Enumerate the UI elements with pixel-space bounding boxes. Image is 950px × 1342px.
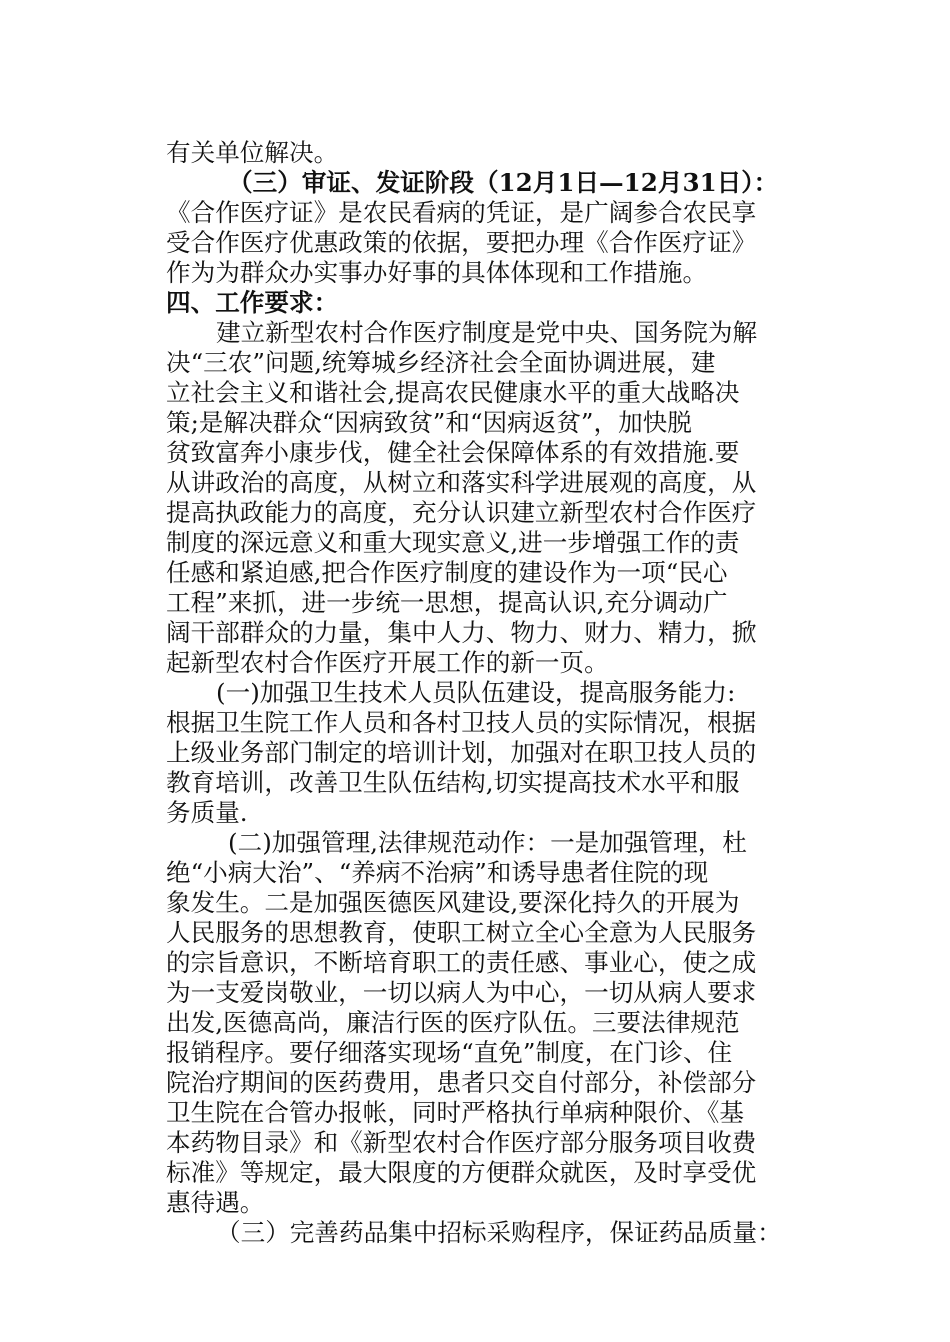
section-heading-review-issue: （三）审证、发证阶段（12月1日—12月31日）： xyxy=(228,168,779,197)
text-line: 建立新型农村合作医疗制度是党中央、国务院为解 xyxy=(216,318,758,347)
text-line: 教育培训，改善卫生队伍结构,切实提高技术水平和服 xyxy=(166,768,740,797)
text-line: 从讲政治的高度，从树立和落实科学进展观的高度，从 xyxy=(166,468,757,497)
text-line: 院治疗期间的医药费用，患者只交自付部分，补偿部分 xyxy=(166,1068,757,1097)
text-line: 出发,医德高尚，廉洁行医的医疗队伍。三要法律规范 xyxy=(166,1008,740,1037)
text-line: 立社会主义和谐社会,提高农民健康水平的重大战略决 xyxy=(166,378,740,407)
text-line: 根据卫生院工作人员和各村卫技人员的实际情况，根据 xyxy=(166,708,757,737)
text-line: 人民服务的思想教育，使职工树立全心全意为人民服务 xyxy=(166,918,757,947)
text-line: 上级业务部门制定的培训计划，加强对在职卫技人员的 xyxy=(166,738,757,767)
text-line: 的宗旨意识，不断培育职工的责任感、事业心，使之成 xyxy=(166,948,757,977)
text-line: 《合作医疗证》是农民看病的凭证，是广阔参合农民享 xyxy=(166,198,757,227)
subsection-heading-1: (一)加强卫生技术人员队伍建设，提高服务能力: xyxy=(216,678,736,707)
text-line: 为一支爱岗敬业，一切以病人为中心，一切从病人要求 xyxy=(166,978,757,1007)
text-line: 制度的深远意义和重大现实意义,进一步增强工作的责 xyxy=(166,528,740,557)
subsection-heading-3: （三）完善药品集中招标采购程序，保证药品质量： xyxy=(216,1218,782,1247)
text-line: 决“三农”问题,统筹城乡经济社会全面协调进展，建 xyxy=(166,348,716,377)
text-line: 象发生。二是加强医德医风建设,要深化持久的开展为 xyxy=(166,888,740,917)
text-line: 报销程序。要仔细落实现场“直免”制度，在门诊、住 xyxy=(166,1038,733,1067)
section-heading-work-requirements: 四、工作要求： xyxy=(166,288,339,317)
text-line: 任感和紧迫感,把合作医疗制度的建设作为一项“民心 xyxy=(166,558,728,587)
document-body xyxy=(166,138,806,1248)
text-line: 卫生院在合管办报帐，同时严格执行单病种限价、《基 xyxy=(166,1098,744,1127)
text-line: 本药物目录》和《新型农村合作医疗部分服务项目收费 xyxy=(166,1128,757,1157)
text-line: 起新型农村合作医疗开展工作的新一页。 xyxy=(166,648,609,677)
text-line: 贫致富奔小康步伐，健全社会保障体系的有效措施.要 xyxy=(166,438,740,467)
text-line: 惠待遇。 xyxy=(166,1188,265,1217)
text-line: 提高执政能力的高度，充分认识建立新型农村合作医疗 xyxy=(166,498,757,527)
text-line: 工程”来抓，进一步统一思想，提高认识,充分调动广 xyxy=(166,588,728,617)
text-line: 受合作医疗优惠政策的依据，要把办理《合作医疗证》 xyxy=(166,228,757,257)
text-line: 阔干部群众的力量，集中人力、物力、财力、精力，掀 xyxy=(166,618,757,647)
text-line: 有关单位解决。 xyxy=(166,138,339,167)
text-line: 绝“小病大治”、“养病不治病”和诱导患者住院的现 xyxy=(166,858,709,887)
text-line: 标准》等规定，最大限度的方便群众就医，及时享受优 xyxy=(166,1158,757,1187)
subsection-heading-2: (二)加强管理,法律规范动作：一是加强管理，杜 xyxy=(228,828,747,857)
text-line: 策;是解决群众“因病致贫”和“因病返贫”，加快脱 xyxy=(166,408,692,437)
text-line: 务质量. xyxy=(166,798,248,827)
text-line: 作为为群众办实事办好事的具体体现和工作措施。 xyxy=(166,258,708,287)
